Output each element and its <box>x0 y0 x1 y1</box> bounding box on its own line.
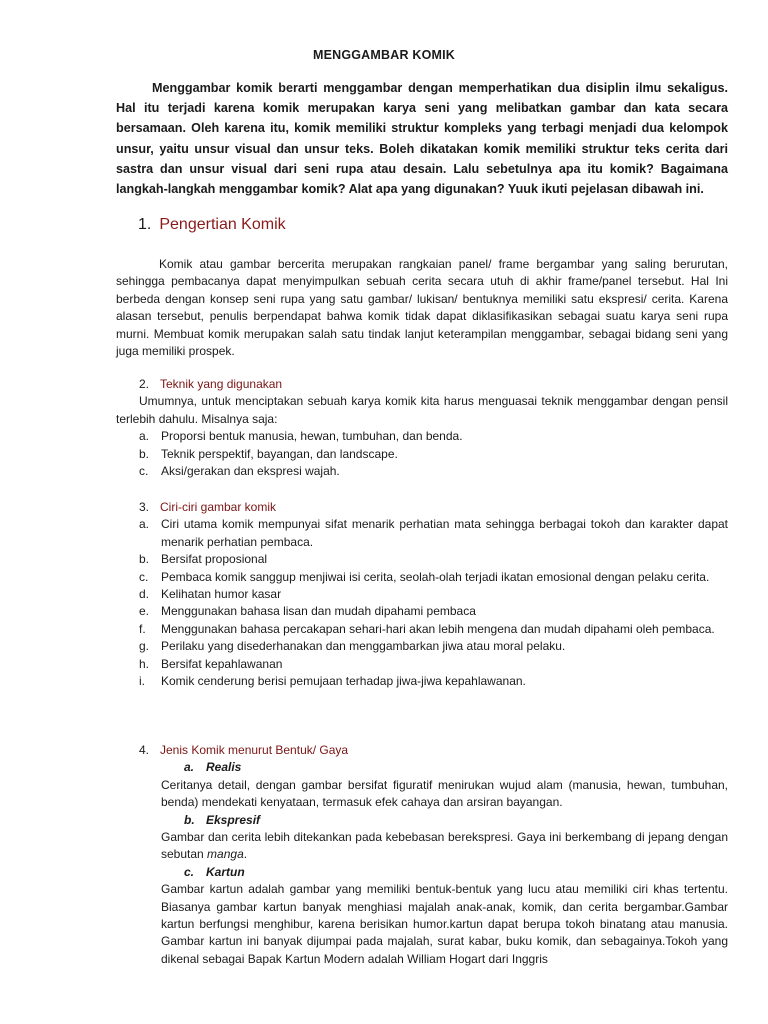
list-item: e. Menggunakan bahasa lisan dan mudah dipahami pembaca <box>139 604 476 619</box>
intro-paragraph <box>116 78 728 199</box>
section-3-number: 3. <box>139 500 150 514</box>
section-1-paragraph: Komik atau gambar bercerita merupakan rangkaian panel/ frame bergambar yang saling berurutan, sehingga pembacanya dapat menyimpulkan sebuah cerita secara utuh di akhir frame/panel tersebut. Hal Ini berbeda dengan konsep seni rupa yang satu gambar/ lukisan/ bentuknya memiliki satu ekspresi/ cerita. Karena alasan tersebut, penulis berpendapat bahwa komik tidak dapat diklasifikasikan sebagai suatu karya seni rupa murni. Membuat komik merupakan salah satu tindak lanjut keterampilan menggambar, sebagai bidang seni yang juga memiliki prospek. <box>116 257 728 359</box>
section-3-list <box>116 516 728 690</box>
list-item: g. Perilaku yang disederhanakan dan menggambarkan jiwa atau moral pelaku. <box>139 639 566 654</box>
section-4-number: 4. <box>139 743 150 757</box>
type-ekspresif-heading: b. Ekspresif <box>184 812 261 827</box>
list-item: f. Menggunakan bahasa percakapan sehari-hari akan lebih mengena dan mudah dipahami oleh pembaca. <box>139 621 715 636</box>
section-2-intro: Umumnya, untuk menciptakan sebuah karya komik kita harus menguasai teknik menggambar dengan pensil terlebih dahulu. Misalnya saja: <box>116 394 728 426</box>
section-4-heading <box>116 742 728 759</box>
list-item: i. Komik cenderung berisi pemujaan terhadap jiwa-jiwa kepahlawanan. <box>139 674 526 689</box>
type-realis-heading: a. Realis <box>184 760 242 775</box>
list-item: b. Teknik perspektif, bayangan, dan landscape. <box>139 446 398 461</box>
section-2-heading <box>116 376 728 393</box>
section-3-title: Ciri-ciri gambar komik <box>160 500 277 514</box>
section-1-title: Pengertian Komik <box>159 216 286 233</box>
section-4 <box>116 742 728 968</box>
type-realis-text: Ceritanya detail, dengan gambar bersifat figuratif menirukan wujud alam (manusia, hewan, tumbuhan, benda) mendekati kenyataan, termasuk efek cahaya dan arsiran bayangan. <box>161 777 728 810</box>
section-1-heading <box>138 216 286 234</box>
section-1-number: 1. <box>138 216 152 233</box>
section-3-heading <box>116 499 728 516</box>
section-2-number: 2. <box>139 377 150 391</box>
type-ekspresif-text: Gambar dan cerita lebih ditekankan pada kebebasan berekspresi. Gaya ini berkembang di jepang dengan sebutan manga. <box>161 830 728 862</box>
type-kartun-heading: c. Kartun <box>184 864 245 879</box>
list-item: a. Proporsi bentuk manusia, hewan, tumbuhan, dan benda. <box>139 429 463 444</box>
list-item: a. Ciri utama komik mempunyai sifat menarik perhatian mata sehingga berbagai tokoh dan karakter dapat menarik perhatian pembaca. <box>139 517 728 549</box>
section-3 <box>116 499 728 690</box>
section-2-list <box>116 428 728 480</box>
section-4-title: Jenis Komik menurut Bentuk/ Gaya <box>160 743 349 757</box>
document-title: MENGGAMBAR KOMIK <box>312 48 456 62</box>
list-item: b. Bersifat proposional <box>139 552 268 567</box>
type-kartun-text: Gambar kartun adalah gambar yang memiliki bentuk-bentuk yang lucu atau memiliki ciri khas tertentu. Biasanya gambar kartun banyak menghiasi majalah anak-anak, komik, dan cerita bergambar.Gambar kartun berfungsi menghibur, karena berisikan humor.kartun dapat berupa tokoh binatang atau manusia. Gambar kartun ini banyak dijumpai pada majalah, surat kabar, buku komik, dan sebagainya.Tokoh yang dikenal sebagai Bapak Kartun Modern adalah William Hogart dari Inggris <box>161 882 728 966</box>
list-item: c. Pembaca komik sanggup menjiwai isi cerita, seolah-olah terjadi ikatan emosional dengan pelaku cerita. <box>139 569 710 584</box>
section-2 <box>116 376 728 480</box>
list-item: d. Kelihatan humor kasar <box>139 587 282 602</box>
list-item: c. Aksi/gerakan dan ekspresi wajah. <box>139 464 340 479</box>
section-2-title: Teknik yang digunakan <box>160 377 283 391</box>
section-1-body <box>116 256 728 360</box>
intro-text: Menggambar komik berarti menggambar dengan memperhatikan dua disiplin ilmu sekaligus. Hal itu terjadi karena komik merupakan karya seni yang melibatkan gambar dan kata secara bersamaan. Oleh karena itu, komik memiliki struktur kompleks yang terbagi menjadi dua kelompok unsur, yaitu unsur visual dan unsur teks. Boleh dikatakan komik memiliki struktur teks cerita dari sastra dan unsur visual dari seni rupa atau desain. Lalu sebetulnya apa itu komik? Bagaimana langkah-langkah menggambar komik? Alat apa yang digunakan? Yuuk ikuti pejelasan dibawah ini. <box>116 81 728 197</box>
list-item: h. Bersifat kepahlawanan <box>139 656 283 671</box>
